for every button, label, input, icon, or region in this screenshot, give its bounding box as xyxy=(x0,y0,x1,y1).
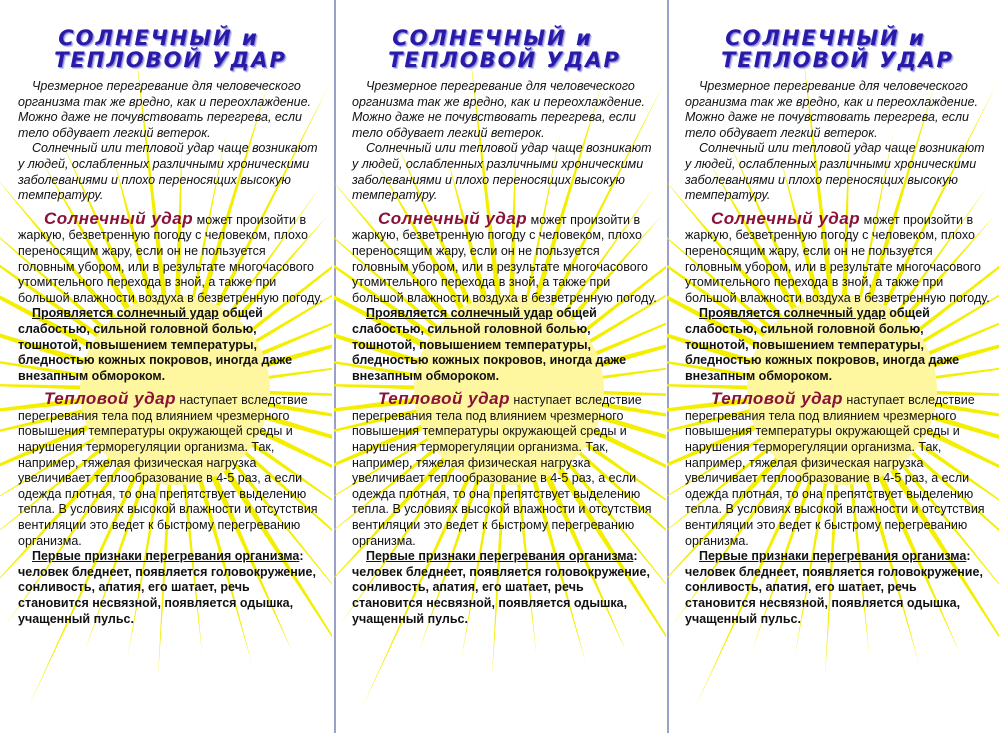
page-title xyxy=(18,27,323,71)
page-title xyxy=(352,27,657,71)
intro-paragraph-1: Чрезмерное перегревание для человеческого организма так же вредно, как и переохлаждение. Можно даже не почувствовать перегрева, если тело обдувает легкий ветерок. xyxy=(18,79,312,140)
panel-body xyxy=(18,79,323,627)
intro-paragraph-2: Солнечный или тепловой удар чаще возникают у людей, ослабленных различными хроническими заболеваниями и плохо переносящих высокую температуру. xyxy=(685,141,985,203)
brochure-panel-3 xyxy=(667,0,999,733)
heatstroke-paragraph xyxy=(352,391,657,549)
sunstroke-symptoms: Проявляется солнечный удар общей слабостью, сильной головной болью, тошнотой, повышением температуры, бледностью кожных покровов, иногда даже внезапным обмороком. xyxy=(685,306,960,383)
sunstroke-paragraph xyxy=(685,208,990,307)
title-line-1: СОЛНЕЧНЫЙ и xyxy=(725,26,926,50)
title-line-2: ТЕПЛОВОЙ УДАР xyxy=(54,48,287,72)
overheating-signs-text: : человек бледнеет, появляется головокружение, сонливость, апатия, его шатает, речь становится несвязной, появляется одышка, учащенный пульс. xyxy=(352,549,650,626)
sunstroke-text: может произойти в жаркую, безветренную погоду с человеком, плохо переносящим жару, если он не пользуется головным убором, или в результате многочасового утомительного перехода в зной, а также при большой влажности воздуха в безветренную погоду. xyxy=(352,212,657,305)
panel-content xyxy=(685,0,990,627)
heatstroke-heading: Тепловой удар xyxy=(44,389,176,409)
heatstroke-text: наступает вследствие перегревания тела под влиянием чрезмерного повышения температуры окружающей среды и нарушения терморегуляции организма. Так, например, тяжелая физическая нагрузка увеличивает теплообразование в 4-5 раз, а если одежда плотная, то она препятствует выделению тепла. В условиях высокой влажности и отсутствия вентиляции это ведет к быстрому перегреванию организма. xyxy=(685,393,985,548)
page-title xyxy=(685,27,990,71)
sunstroke-symptoms-text: общей слабостью, сильной головной болью, тошнотой, повышением температуры, бледностью кожных покровов, иногда даже внезапным обмороком xyxy=(685,306,960,383)
brochure-panel-2 xyxy=(334,0,666,733)
heatstroke-paragraph xyxy=(685,391,990,549)
overheating-signs xyxy=(352,549,657,627)
overheating-signs xyxy=(685,549,990,627)
heatstroke-text: наступает вследствие перегревания тела под влиянием чрезмерного повышения температуры окружающей среды и нарушения терморегуляции организма. Так, например, тяжелая физическая нагрузка увеличивает теплообразование в 4-5 раз, а если одежда плотная, то она препятствует выделению тепла. В условиях высокой влажности и отсутствия вентиляции это ведет к быстрому перегреванию организма. xyxy=(352,393,652,548)
heatstroke-paragraph xyxy=(18,391,323,549)
overheating-signs-label: Первые признаки перегревания организма xyxy=(366,549,634,564)
heatstroke-text: наступает вследствие перегревания тела под влиянием чрезмерного повышения температуры окружающей среды и нарушения терморегуляции организма. Так, например, тяжелая физическая нагрузка увеличивает теплообразование в 4-5 раз, а если одежда плотная, то она препятствует выделению тепла. В условиях высокой влажности и отсутствия вентиляции это ведет к быстрому перегреванию организма. xyxy=(18,393,318,548)
sunstroke-symptoms-text: общей слабостью, сильной головной болью, тошнотой, повышением температуры, бледностью кожных покровов, иногда даже внезапным обмороком xyxy=(18,306,293,383)
brochure-panel-1 xyxy=(0,0,332,733)
sunstroke-symptoms-label: Проявляется солнечный удар xyxy=(32,306,219,321)
intro-paragraph-1: Чрезмерное перегревание для человеческого организма так же вредно, как и переохлаждение. Можно даже не почувствовать перегрева, если тело обдувает легкий ветерок. xyxy=(685,79,979,140)
panel-body xyxy=(352,79,657,627)
overheating-signs xyxy=(18,549,323,627)
sunstroke-paragraph xyxy=(18,208,323,307)
heatstroke-heading: Тепловой удар xyxy=(378,389,510,409)
overheating-signs-label: Первые признаки перегревания организма xyxy=(699,549,967,564)
title-line-1: СОЛНЕЧНЫЙ и xyxy=(58,26,259,50)
intro-paragraph-2: Солнечный или тепловой удар чаще возникают у людей, ослабленных различными хроническими заболеваниями и плохо переносящих высокую температуру. xyxy=(352,141,652,203)
sunstroke-heading: Солнечный удар xyxy=(378,208,528,228)
overheating-signs-text: : человек бледнеет, появляется головокружение, сонливость, апатия, его шатает, речь становится несвязной, появляется одышка, учащенный пульс. xyxy=(18,549,316,626)
sunstroke-symptoms: Проявляется солнечный удар общей слабостью, сильной головной болью, тошнотой, повышением температуры, бледностью кожных покровов, иногда даже внезапным обмороком. xyxy=(352,306,627,383)
sunstroke-text: может произойти в жаркую, безветренную погоду с человеком, плохо переносящим жару, если он не пользуется головным убором, или в результате многочасового утомительного перехода в зной, а также при большой влажности воздуха в безветренную погоду. xyxy=(18,212,323,305)
title-line-2: ТЕПЛОВОЙ УДАР xyxy=(388,48,621,72)
sunstroke-heading: Солнечный удар xyxy=(44,208,194,228)
overheating-signs-label: Первые признаки перегревания организма xyxy=(32,549,300,564)
sunstroke-text: может произойти в жаркую, безветренную погоду с человеком, плохо переносящим жару, если он не пользуется головным убором, или в результате многочасового утомительного перехода в зной, а также при большой влажности воздуха в безветренную погоду. xyxy=(685,212,990,305)
sunstroke-symptoms: Проявляется солнечный удар общей слабостью, сильной головной болью, тошнотой, повышением температуры, бледностью кожных покровов, иногда даже внезапным обмороком. xyxy=(18,306,293,383)
sunstroke-paragraph xyxy=(352,208,657,307)
overheating-signs-text: : человек бледнеет, появляется головокружение, сонливость, апатия, его шатает, речь становится несвязной, появляется одышка, учащенный пульс. xyxy=(685,549,983,626)
panel-content xyxy=(18,0,323,627)
title-line-1: СОЛНЕЧНЫЙ и xyxy=(392,26,593,50)
heatstroke-heading: Тепловой удар xyxy=(711,389,843,409)
intro-paragraph-2: Солнечный или тепловой удар чаще возникают у людей, ослабленных различными хроническими заболеваниями и плохо переносящих высокую температуру. xyxy=(18,141,318,203)
sunstroke-symptoms-label: Проявляется солнечный удар xyxy=(699,306,886,321)
panel-content xyxy=(352,0,657,627)
intro-paragraph-1: Чрезмерное перегревание для человеческого организма так же вредно, как и переохлаждение. Можно даже не почувствовать перегрева, если тело обдувает легкий ветерок. xyxy=(352,79,646,140)
sunstroke-symptoms-text: общей слабостью, сильной головной болью, тошнотой, повышением температуры, бледностью кожных покровов, иногда даже внезапным обмороком xyxy=(352,306,627,383)
panel-body xyxy=(685,79,990,627)
sunstroke-heading: Солнечный удар xyxy=(711,208,861,228)
title-line-2: ТЕПЛОВОЙ УДАР xyxy=(721,48,954,72)
sunstroke-symptoms-label: Проявляется солнечный удар xyxy=(366,306,553,321)
